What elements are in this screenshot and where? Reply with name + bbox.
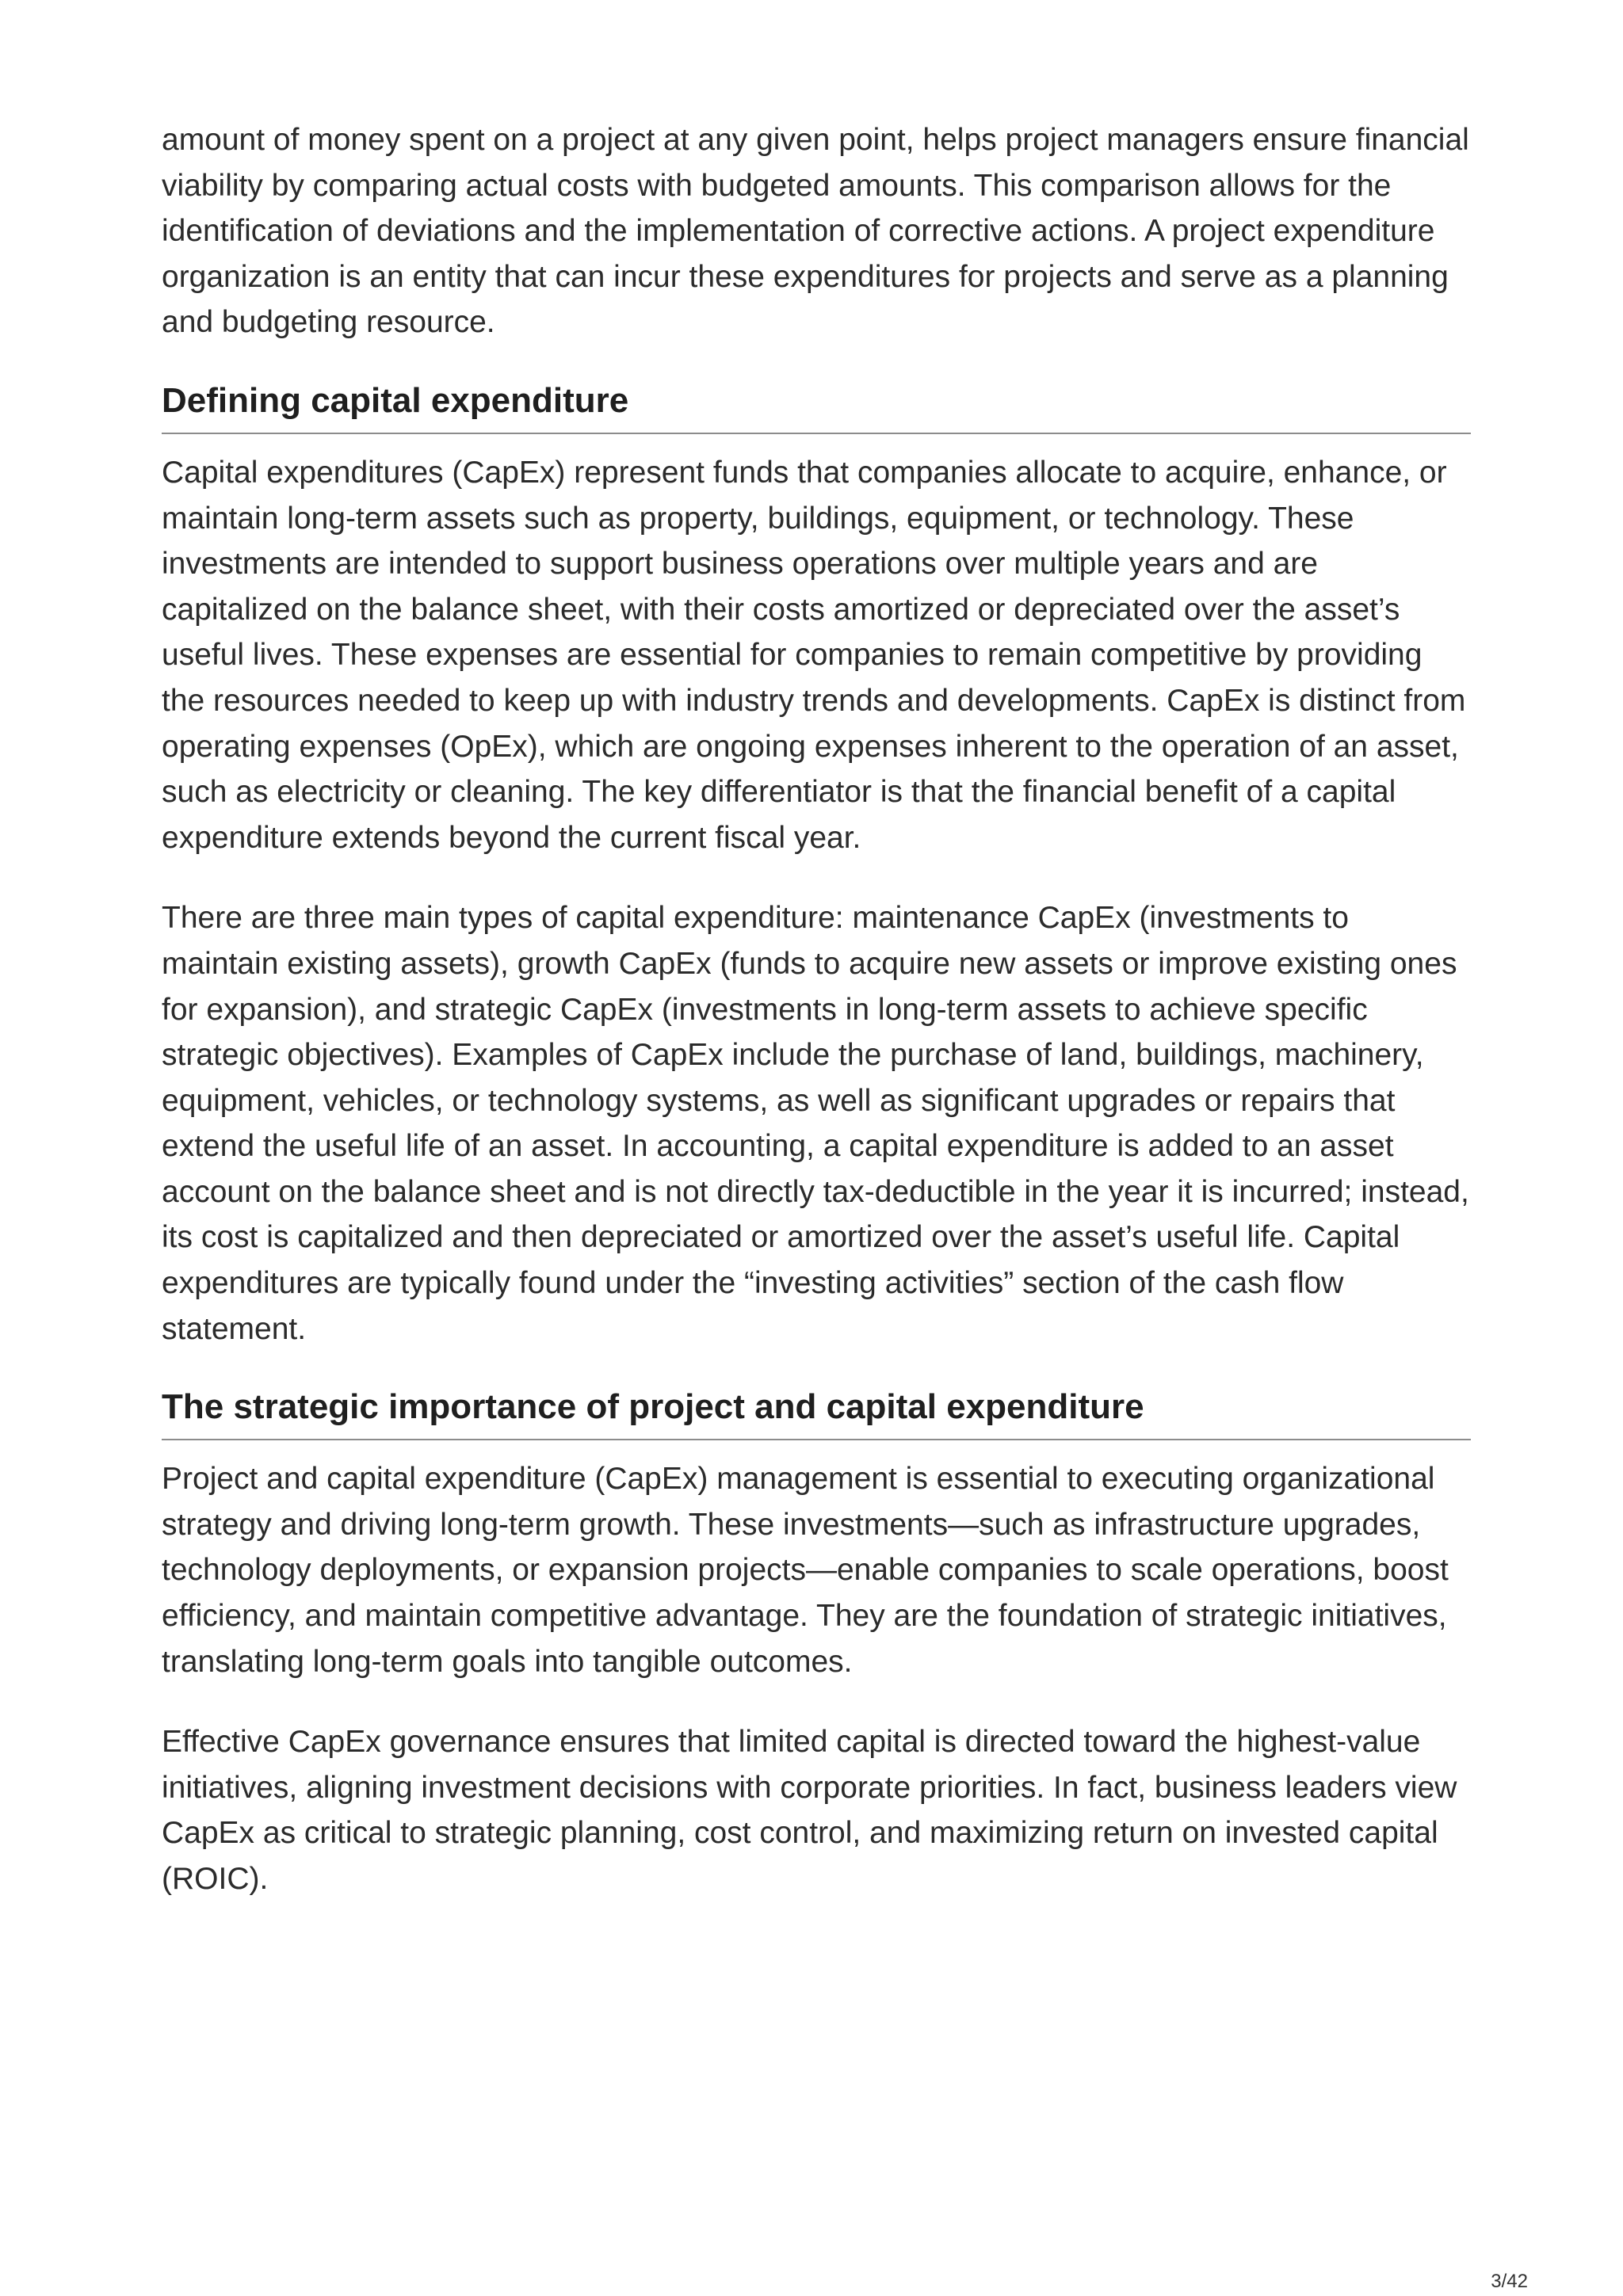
capex-governance-paragraph: Effective CapEx governance ensures that limited capital is directed toward the highest-value initiatives, aligning investment decisions with corporate priorities. In fact, business leaders view CapEx as critical to strategic planning, cost control, and maximizing return on invested capital (ROIC). xyxy=(162,1725,1457,1896)
intro-paragraph: amount of money spent on a project at any given point, helps project managers ensure financial viability by comparing actual costs with budgeted amounts. This comparison allows for the identification of deviations and the implementation of corrective actions. A project expenditure organization is an entity that can incur these expenditures for projects and serve as a planning and budgeting resource. xyxy=(162,123,1469,340)
strategic-importance-paragraph: Project and capital expenditure (CapEx) management is essential to executing organizational strategy and driving long-term growth. These investments—such as infrastructure upgrades, technology deployments, or expansion projects—enable companies to scale operations, boost efficiency, and maintain competitive advantage. They are the foundation of strategic initiatives, translating long-term goals into tangible outcomes. xyxy=(162,1462,1449,1679)
document-body xyxy=(162,117,1471,1902)
section-heading-strategic-importance: The strategic importance of project and capital expenditure xyxy=(162,1383,1471,1440)
section-heading-defining-capex: Defining capital expenditure xyxy=(162,377,1471,434)
page-number: 3/42 xyxy=(1491,2271,1528,2292)
capex-types-paragraph: There are three main types of capital expenditure: maintenance CapEx (investments to maintain existing assets), growth CapEx (funds to acquire new assets or improve existing ones for expansion), and strategic CapEx (investments in long-term assets to achieve specific strategic objectives). Examples of CapEx include the purchase of land, buildings, machinery, equipment, vehicles, or technology systems, as well as significant upgrades or repairs that extend the useful life of an asset. In accounting, a capital expenditure is added to an asset account on the balance sheet and is not directly tax-deductible in the year it is incurred; instead, its cost is capitalized and then depreciated or amortized over the asset’s useful life. Capital expenditures are typically found under the “investing activities” section of the cash flow statement. xyxy=(162,901,1469,1346)
capex-definition-paragraph: Capital expenditures (CapEx) represent funds that companies allocate to acquire, enhance, or maintain long-term assets such as property, buildings, equipment, or technology. These investments are intended to support business operations over multiple years and are capitalized on the balance sheet, with their costs amortized or depreciated over the asset’s useful lives. These expenses are essential for companies to remain competitive by providing the resources needed to keep up with industry trends and developments. CapEx is distinct from operating expenses (OpEx), which are ongoing expenses inherent to the operation of an asset, such as electricity or cleaning. The key differentiator is that the financial benefit of a capital expenditure extends beyond the current fiscal year. xyxy=(162,455,1466,855)
